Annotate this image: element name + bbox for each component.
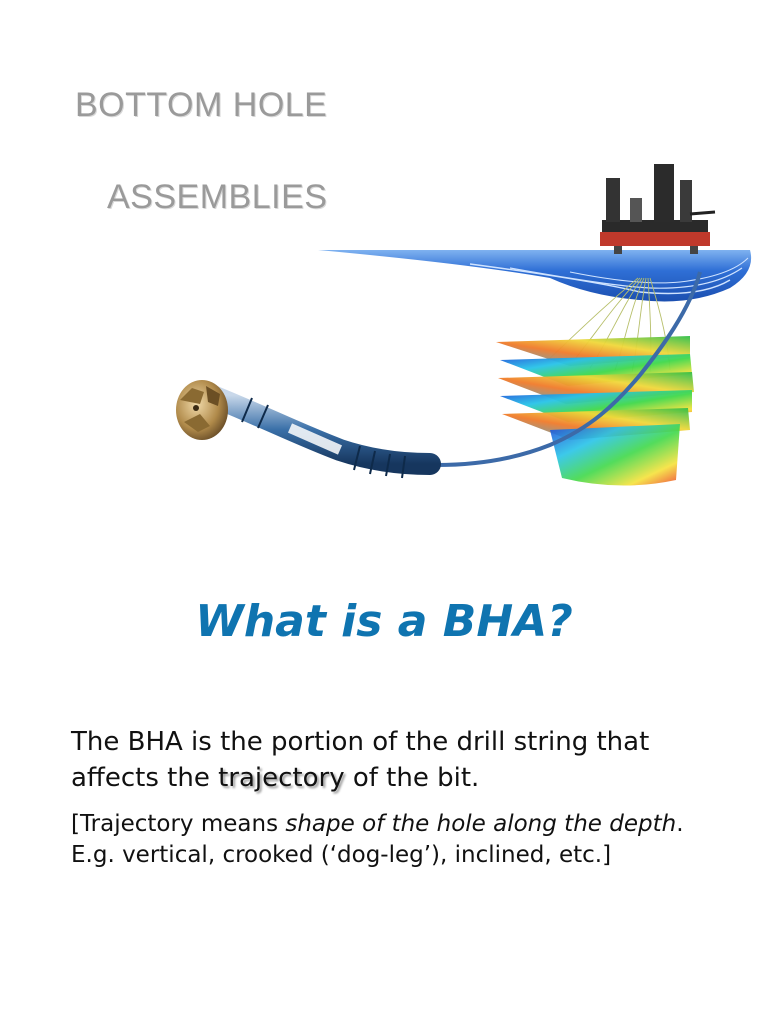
definition-text xyxy=(71,724,711,796)
title-line-2: ASSEMBLIES xyxy=(107,178,328,216)
definition-part-1: The BHA is the portion of the drill string that affects the xyxy=(71,727,650,793)
note-italic: shape of the hole along the depth xyxy=(285,811,677,837)
slide-heading: What is a BHA? xyxy=(195,596,573,647)
trajectory-note xyxy=(71,809,711,871)
definition-part-2: of the bit. xyxy=(344,763,480,793)
title-line-1: BOTTOM HOLE xyxy=(75,86,328,124)
drilling-rig-bha-illustration xyxy=(170,160,760,500)
note-part-1: [Trajectory means xyxy=(71,811,286,837)
note-part-2: . E.g. vertical, crooked (‘dog-leg’), inclined, etc.] xyxy=(71,811,684,868)
trajectory-term: trajectory xyxy=(218,763,345,793)
